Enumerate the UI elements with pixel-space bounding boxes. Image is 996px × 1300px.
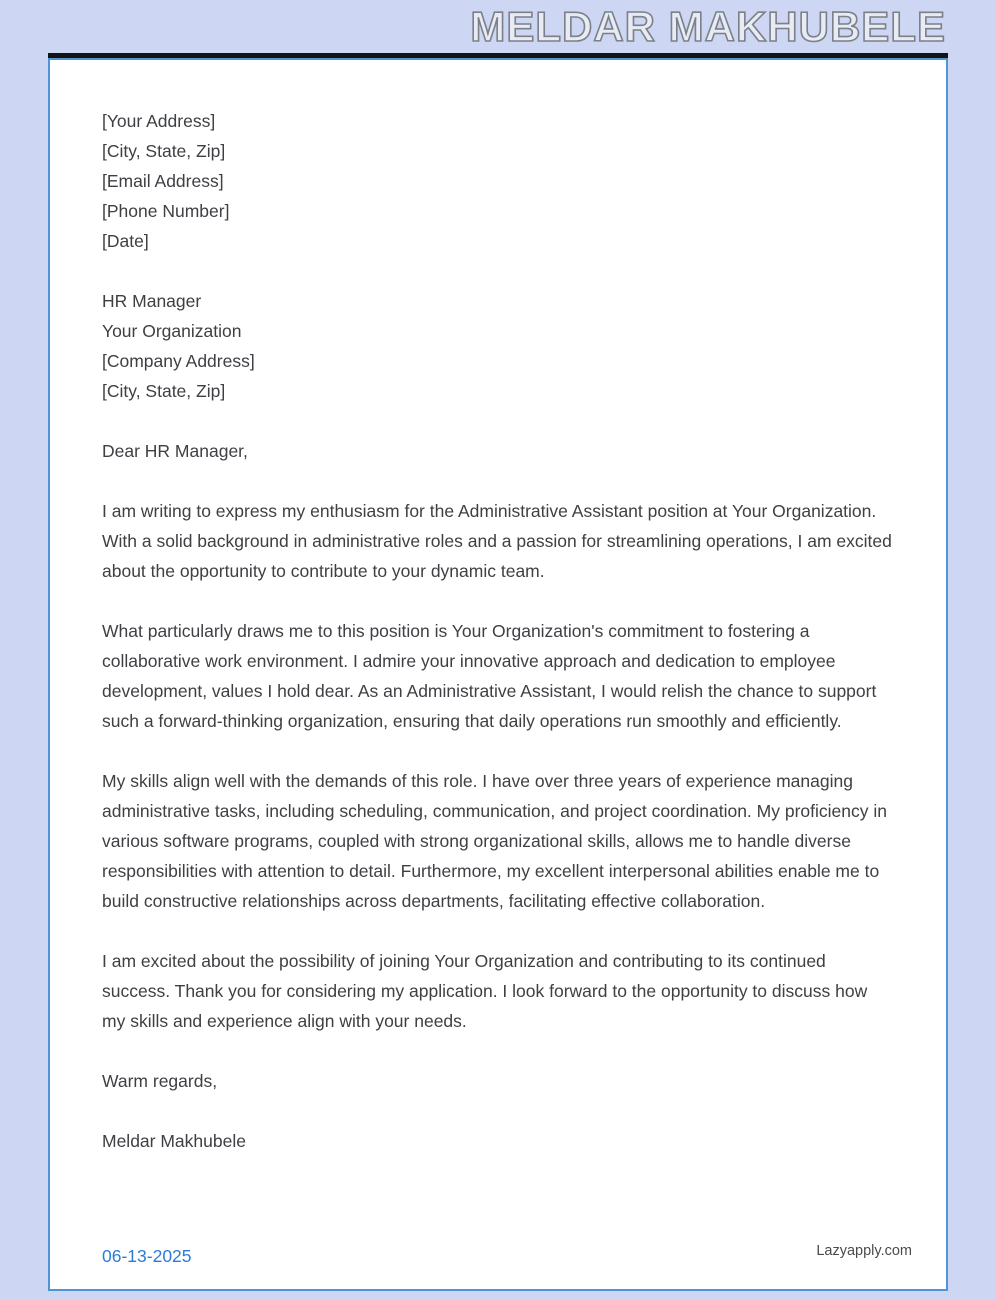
body-paragraph-2: What particularly draws me to this position is Your Organization's commitment to fostering a collaborative work environment. I admire your innovative approach and dedication to employee development, values I hold dear. As an Administrative Assistant, I would relish the chance to support such a forward-thinking organization, ensuring that daily operations run smoothly and efficiently. (102, 621, 877, 731)
closing: Warm regards, (102, 1071, 218, 1091)
recipient-address-line: Your Organization (102, 321, 242, 341)
sender-address-line: [City, State, Zip] (102, 141, 226, 161)
header (0, 0, 996, 53)
watermark-text: Lazyapply.com (816, 1243, 912, 1259)
recipient-address-line: [City, State, Zip] (102, 381, 226, 401)
recipient-address-line: [Company Address] (102, 351, 255, 371)
candidate-name-heading: MELDAR MAKHUBELE (470, 2, 946, 50)
body-paragraph-3: My skills align well with the demands of this role. I have over three years of experience managing administrative tasks, including scheduling, communication, and project coordination. My proficiency in various software programs, coupled with strong organizational skills, allows me to handle diverse responsibilities with attention to detail. Furthermore, my excellent interpersonal abilities enable me to build constructive relationships across departments, facilitating effective collaboration. (102, 771, 887, 911)
body-paragraph-4: I am excited about the possibility of joining Your Organization and contributing to its continued success. Thank you for considering my application. I look forward to the opportunity to discuss how my skills and experience align with your needs. (102, 951, 868, 1031)
letter-page (48, 58, 948, 1291)
sender-address-block (102, 106, 894, 256)
sender-address-line: [Your Address] (102, 111, 216, 131)
body-paragraph-1: I am writing to express my enthusiasm for the Administrative Assistant position at Your Organization. With a solid background in administrative roles and a passion for streamlining operations, I am excited about the opportunity to contribute to your dynamic team. (102, 501, 892, 581)
sender-address-line: [Email Address] (102, 171, 224, 191)
sender-address-line: [Phone Number] (102, 201, 230, 221)
signature-name: Meldar Makhubele (102, 1131, 246, 1151)
letter-date: 06-13-2025 (102, 1246, 192, 1266)
recipient-address-line: HR Manager (102, 291, 202, 311)
recipient-address-block (102, 286, 894, 406)
sender-address-line: [Date] (102, 231, 149, 251)
salutation: Dear HR Manager, (102, 441, 248, 461)
